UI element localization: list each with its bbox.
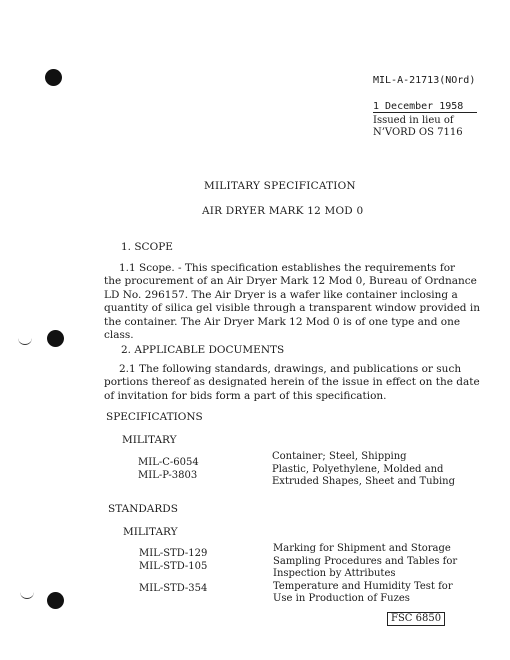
standard-item-id-354	[139, 583, 207, 596]
spec-desc: Container; Steel, Shipping	[272, 451, 407, 462]
standard-desc: Sampling Procedures and Tables for	[273, 555, 458, 567]
standard-item-ids	[139, 548, 207, 573]
issue-date: 1 December 1958	[373, 101, 477, 113]
spec-desc: Plastic, Polyethylene, Molded and	[272, 463, 444, 475]
standard-id: MIL-STD-105	[139, 560, 208, 572]
paragraph-line: portions thereof as designated herein of the issue in effect on the date	[104, 376, 480, 389]
margin-mark	[18, 338, 32, 345]
scope-paragraph	[104, 262, 480, 342]
standards-heading: STANDARDS	[108, 503, 178, 515]
standard-id: MIL-STD-129	[139, 548, 208, 559]
section-heading-scope: 1. SCOPE	[121, 241, 173, 253]
standard-desc: Marking for Shipment and Storage	[273, 543, 451, 554]
document-title: MILITARY SPECIFICATION	[204, 180, 356, 192]
specifications-subheading: MILITARY	[122, 434, 177, 446]
fsc-stamp: FSC 6850	[387, 612, 445, 626]
margin-mark	[20, 592, 34, 599]
standard-desc: Use in Production of Fuzes	[273, 593, 410, 604]
paragraph-line: class.	[104, 329, 134, 342]
document-subtitle: AIR DRYER MARK 12 MOD 0	[202, 205, 364, 217]
spec-desc: Extruded Shapes, Sheet and Tubing	[272, 476, 455, 487]
standard-id: MIL-STD-354	[139, 583, 208, 594]
punch-hole-top	[45, 69, 62, 86]
paragraph-line: LD No. 296157. The Air Dryer is a wafer like container inclosing a	[104, 288, 458, 301]
punch-hole-middle	[47, 330, 64, 347]
paragraph-line: 1.1 Scope. - This specification establishes the requirements for	[119, 262, 456, 274]
spec-id: MIL-C-6054	[138, 457, 199, 468]
standard-desc: Inspection by Attributes	[273, 568, 396, 579]
standard-desc: Temperature and Humidity Test for	[273, 580, 453, 592]
punch-hole-bottom	[47, 592, 64, 609]
standard-item-descriptions	[273, 543, 457, 606]
paragraph-line: the procurement of an Air Dryer Mark 12 Mod 0, Bureau of Ordnance	[104, 275, 477, 288]
paragraph-line: 2.1 The following standards, drawings, and publications or such	[119, 363, 462, 375]
applicable-documents-paragraph	[104, 363, 480, 403]
paragraph-line: the container. The Air Dryer Mark 12 Mod 0 is of one type and one	[104, 315, 461, 328]
issued-in-lieu: Issued in lieu of	[373, 115, 454, 126]
standards-subheading: MILITARY	[123, 526, 178, 538]
paragraph-line: of invitation for bids form a part of this specification.	[104, 389, 387, 402]
spec-number: MIL-A-21713(NOrd)	[373, 75, 476, 86]
specifications-heading: SPECIFICATIONS	[106, 411, 203, 423]
spec-item-ids	[138, 457, 199, 482]
spec-id: MIL-P-3803	[138, 469, 198, 481]
spec-item-descriptions	[272, 451, 455, 489]
paragraph-line: quantity of silica gel visible through a transparent window provided in	[104, 302, 480, 315]
superseded-document: N’VORD OS 7116	[373, 127, 463, 138]
section-heading-applicable-documents: 2. APPLICABLE DOCUMENTS	[121, 344, 285, 356]
